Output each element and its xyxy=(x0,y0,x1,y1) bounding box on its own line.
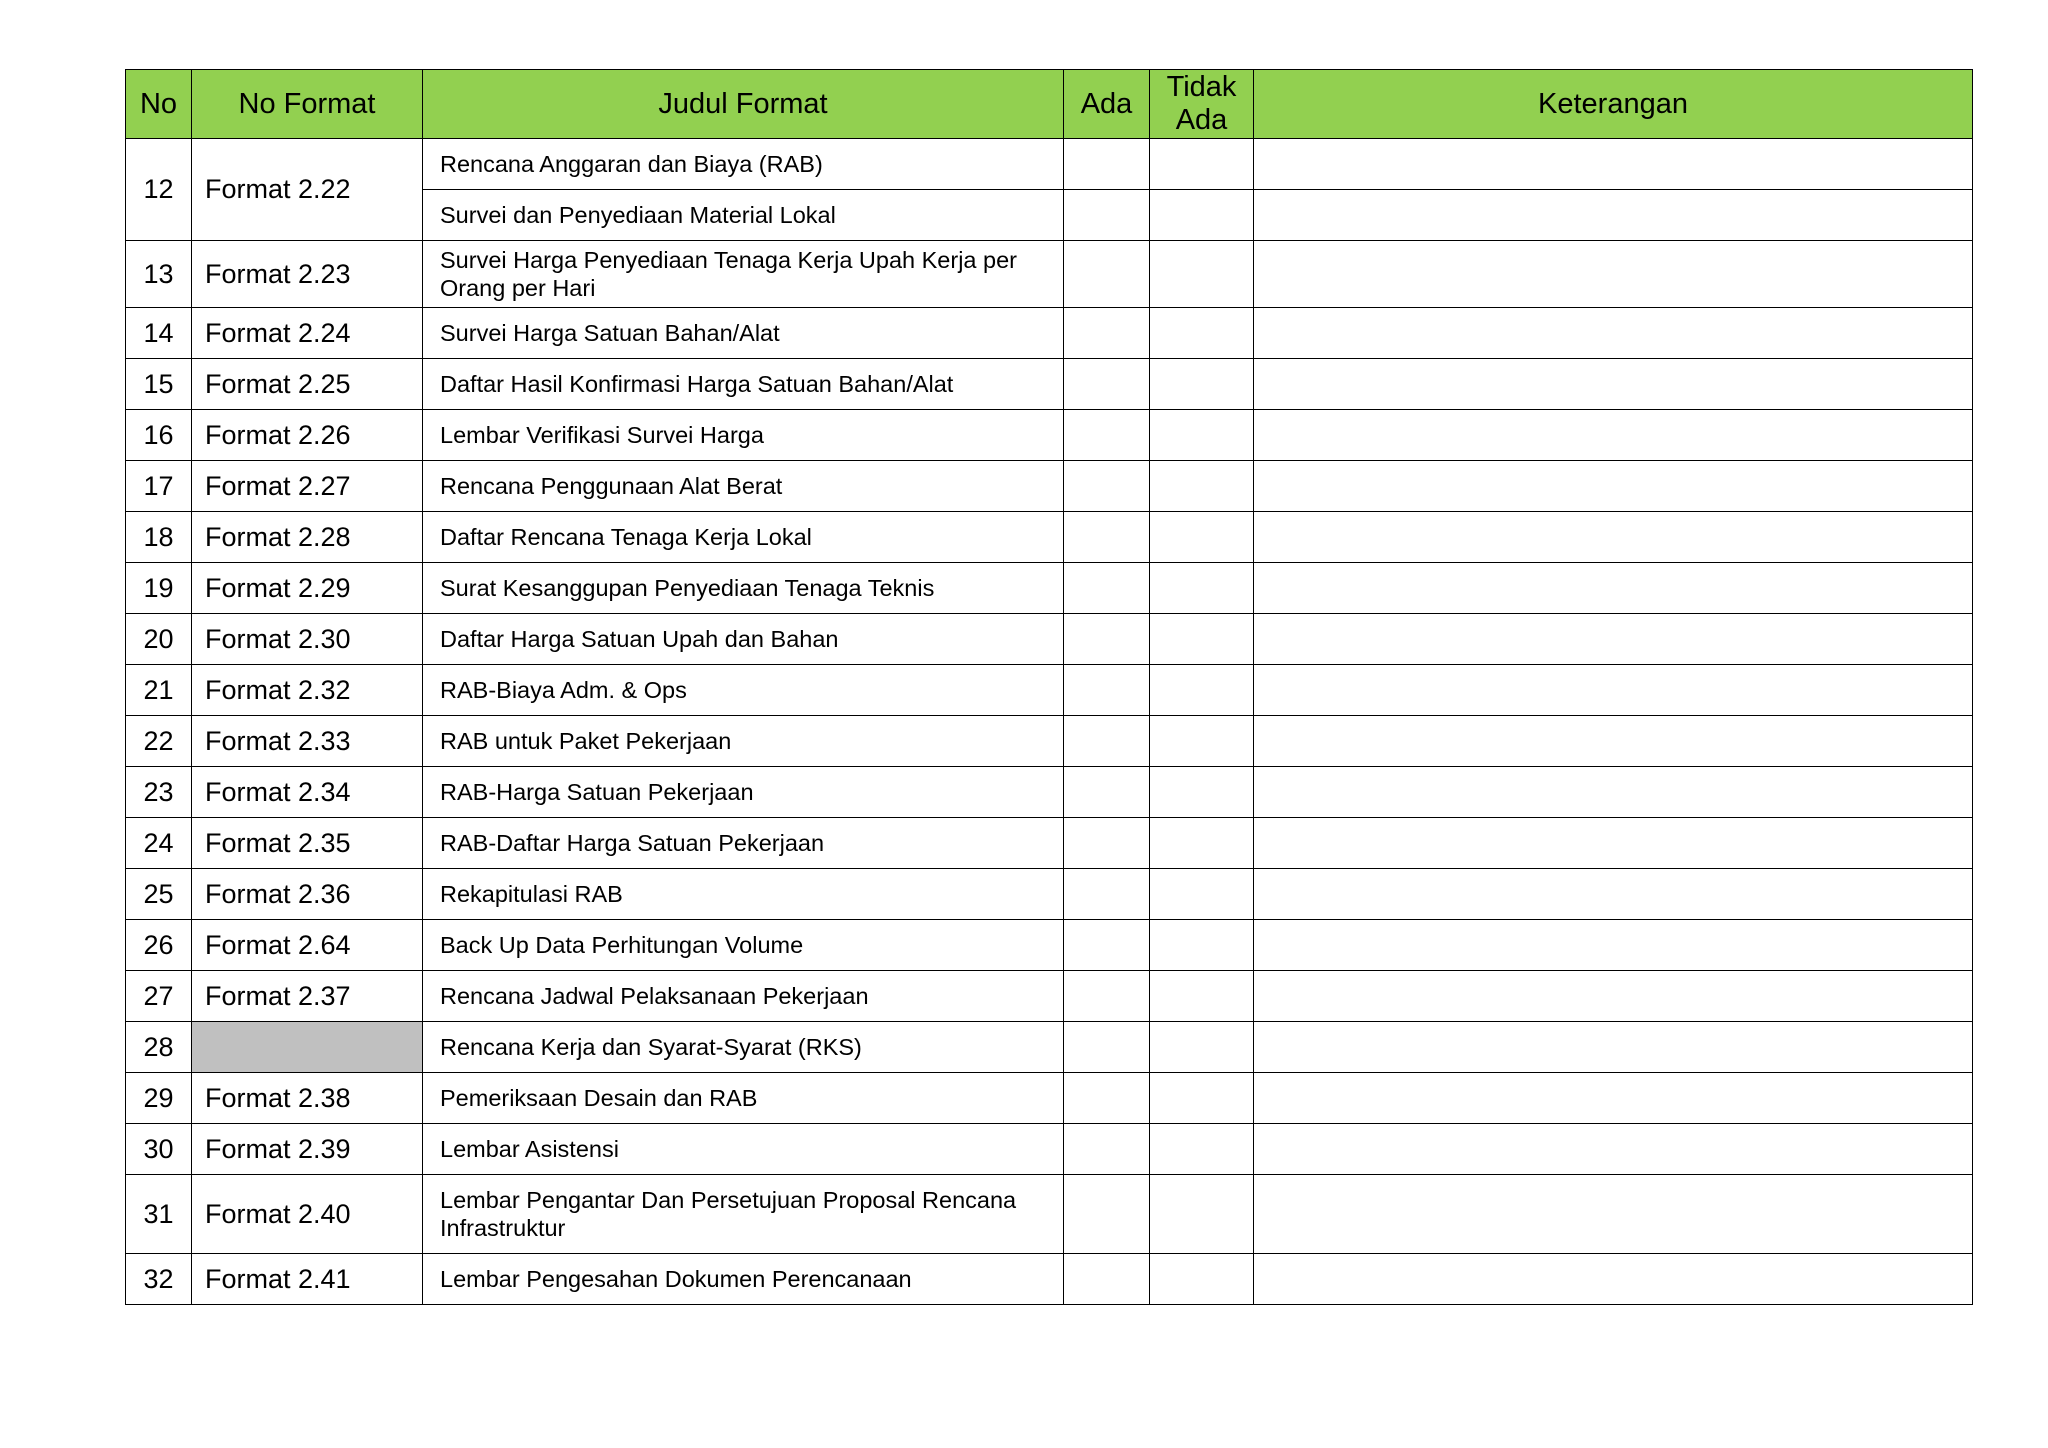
row-number-cell: 19 xyxy=(126,563,192,614)
keterangan-cell[interactable] xyxy=(1254,359,1973,410)
keterangan-cell[interactable] xyxy=(1254,818,1973,869)
keterangan-cell[interactable] xyxy=(1254,869,1973,920)
tidak-ada-check-cell[interactable] xyxy=(1150,920,1254,971)
header-row xyxy=(126,70,1973,139)
format-checklist-table xyxy=(125,69,1973,1305)
ada-check-cell[interactable] xyxy=(1064,1124,1150,1175)
row-number-cell: 18 xyxy=(126,512,192,563)
keterangan-cell[interactable] xyxy=(1254,512,1973,563)
row-number-cell: 26 xyxy=(126,920,192,971)
ada-check-cell[interactable] xyxy=(1064,308,1150,359)
header-no-format: No Format xyxy=(192,70,423,139)
table-row xyxy=(126,308,1973,359)
keterangan-cell[interactable] xyxy=(1254,665,1973,716)
table-row xyxy=(126,461,1973,512)
row-number-cell: 24 xyxy=(126,818,192,869)
table-row xyxy=(126,359,1973,410)
ada-check-cell[interactable] xyxy=(1064,767,1150,818)
header-keterangan: Keterangan xyxy=(1254,70,1973,139)
keterangan-cell[interactable] xyxy=(1254,971,1973,1022)
ada-check-cell[interactable] xyxy=(1064,190,1150,241)
format-number-cell: Format 2.26 xyxy=(192,410,423,461)
table-row xyxy=(126,767,1973,818)
ada-check-cell[interactable] xyxy=(1064,920,1150,971)
row-number-cell: 23 xyxy=(126,767,192,818)
ada-check-cell[interactable] xyxy=(1064,614,1150,665)
format-number-cell: Format 2.28 xyxy=(192,512,423,563)
tidak-ada-check-cell[interactable] xyxy=(1150,971,1254,1022)
format-title-cell: Back Up Data Perhitungan Volume xyxy=(423,920,1064,971)
row-number-cell: 17 xyxy=(126,461,192,512)
table-row xyxy=(126,818,1973,869)
keterangan-cell[interactable] xyxy=(1254,241,1973,308)
format-title-cell: Rencana Kerja dan Syarat-Syarat (RKS) xyxy=(423,1022,1064,1073)
format-title-cell: Survei Harga Penyediaan Tenaga Kerja Upah Kerja per Orang per Hari xyxy=(423,241,1064,308)
tidak-ada-check-cell[interactable] xyxy=(1150,767,1254,818)
keterangan-cell[interactable] xyxy=(1254,614,1973,665)
format-number-cell: Format 2.27 xyxy=(192,461,423,512)
tidak-ada-check-cell[interactable] xyxy=(1150,308,1254,359)
ada-check-cell[interactable] xyxy=(1064,241,1150,308)
keterangan-cell[interactable] xyxy=(1254,767,1973,818)
keterangan-cell[interactable] xyxy=(1254,461,1973,512)
tidak-ada-check-cell[interactable] xyxy=(1150,1022,1254,1073)
ada-check-cell[interactable] xyxy=(1064,1175,1150,1254)
format-number-cell: Format 2.38 xyxy=(192,1073,423,1124)
format-number-cell: Format 2.40 xyxy=(192,1175,423,1254)
ada-check-cell[interactable] xyxy=(1064,461,1150,512)
keterangan-cell[interactable] xyxy=(1254,410,1973,461)
ada-check-cell[interactable] xyxy=(1064,665,1150,716)
tidak-ada-check-cell[interactable] xyxy=(1150,512,1254,563)
format-number-cell: Format 2.33 xyxy=(192,716,423,767)
format-title-cell: Lembar Pengesahan Dokumen Perencanaan xyxy=(423,1254,1064,1305)
keterangan-cell[interactable] xyxy=(1254,1073,1973,1124)
tidak-ada-check-cell[interactable] xyxy=(1150,665,1254,716)
ada-check-cell[interactable] xyxy=(1064,818,1150,869)
format-title-cell: Rekapitulasi RAB xyxy=(423,869,1064,920)
table-row xyxy=(126,1254,1973,1305)
keterangan-cell[interactable] xyxy=(1254,1254,1973,1305)
format-title-cell: Daftar Hasil Konfirmasi Harga Satuan Bahan/Alat xyxy=(423,359,1064,410)
tidak-ada-check-cell[interactable] xyxy=(1150,563,1254,614)
ada-check-cell[interactable] xyxy=(1064,716,1150,767)
ada-check-cell[interactable] xyxy=(1064,139,1150,190)
row-number-cell: 14 xyxy=(126,308,192,359)
tidak-ada-check-cell[interactable] xyxy=(1150,869,1254,920)
format-number-cell xyxy=(192,1022,423,1073)
row-number-cell: 29 xyxy=(126,1073,192,1124)
tidak-ada-check-cell[interactable] xyxy=(1150,614,1254,665)
table-row xyxy=(126,1022,1973,1073)
ada-check-cell[interactable] xyxy=(1064,512,1150,563)
table-row xyxy=(126,1175,1973,1254)
tidak-ada-check-cell[interactable] xyxy=(1150,1073,1254,1124)
table-row xyxy=(126,716,1973,767)
keterangan-cell[interactable] xyxy=(1254,190,1973,241)
table-body xyxy=(126,139,1973,1305)
table-row xyxy=(126,614,1973,665)
format-number-cell: Format 2.64 xyxy=(192,920,423,971)
format-number-cell: Format 2.23 xyxy=(192,241,423,308)
table-row xyxy=(126,971,1973,1022)
row-number-cell: 27 xyxy=(126,971,192,1022)
keterangan-cell[interactable] xyxy=(1254,563,1973,614)
table-row xyxy=(126,410,1973,461)
table-row xyxy=(126,665,1973,716)
format-title-cell: Lembar Asistensi xyxy=(423,1124,1064,1175)
table-row xyxy=(126,241,1973,308)
ada-check-cell[interactable] xyxy=(1064,563,1150,614)
row-number-cell: 12 xyxy=(126,139,192,241)
format-number-cell: Format 2.30 xyxy=(192,614,423,665)
format-number-cell: Format 2.32 xyxy=(192,665,423,716)
tidak-ada-check-cell[interactable] xyxy=(1150,818,1254,869)
format-number-cell: Format 2.24 xyxy=(192,308,423,359)
format-number-cell: Format 2.29 xyxy=(192,563,423,614)
format-title-cell: RAB-Biaya Adm. & Ops xyxy=(423,665,1064,716)
keterangan-cell[interactable] xyxy=(1254,139,1973,190)
format-title-cell: RAB untuk Paket Pekerjaan xyxy=(423,716,1064,767)
format-number-cell: Format 2.35 xyxy=(192,818,423,869)
format-title-cell: Surat Kesanggupan Penyediaan Tenaga Teknis xyxy=(423,563,1064,614)
format-title-cell: Daftar Rencana Tenaga Kerja Lokal xyxy=(423,512,1064,563)
keterangan-cell[interactable] xyxy=(1254,1022,1973,1073)
format-number-cell: Format 2.25 xyxy=(192,359,423,410)
tidak-ada-check-cell[interactable] xyxy=(1150,359,1254,410)
header-no: No xyxy=(126,70,192,139)
tidak-ada-check-cell[interactable] xyxy=(1150,410,1254,461)
header-judul-format: Judul Format xyxy=(423,70,1064,139)
row-number-cell: 20 xyxy=(126,614,192,665)
format-number-cell: Format 2.39 xyxy=(192,1124,423,1175)
keterangan-cell[interactable] xyxy=(1254,1124,1973,1175)
row-number-cell: 32 xyxy=(126,1254,192,1305)
table-row xyxy=(126,1124,1973,1175)
format-title-cell: Survei Harga Satuan Bahan/Alat xyxy=(423,308,1064,359)
header-ada: Ada xyxy=(1064,70,1150,139)
ada-check-cell[interactable] xyxy=(1064,410,1150,461)
table-row xyxy=(126,869,1973,920)
tidak-ada-check-cell[interactable] xyxy=(1150,716,1254,767)
tidak-ada-check-cell[interactable] xyxy=(1150,190,1254,241)
format-number-cell: Format 2.36 xyxy=(192,869,423,920)
tidak-ada-check-cell[interactable] xyxy=(1150,461,1254,512)
row-number-cell: 30 xyxy=(126,1124,192,1175)
row-number-cell: 28 xyxy=(126,1022,192,1073)
format-number-cell: Format 2.22 xyxy=(192,139,423,241)
table-row xyxy=(126,1073,1973,1124)
row-number-cell: 25 xyxy=(126,869,192,920)
tidak-ada-check-cell[interactable] xyxy=(1150,241,1254,308)
row-number-cell: 13 xyxy=(126,241,192,308)
table-row xyxy=(126,920,1973,971)
row-number-cell: 31 xyxy=(126,1175,192,1254)
ada-check-cell[interactable] xyxy=(1064,869,1150,920)
keterangan-cell[interactable] xyxy=(1254,716,1973,767)
table-row xyxy=(126,139,1973,190)
tidak-ada-check-cell[interactable] xyxy=(1150,1175,1254,1254)
ada-check-cell[interactable] xyxy=(1064,1022,1150,1073)
row-number-cell: 21 xyxy=(126,665,192,716)
format-number-cell: Format 2.37 xyxy=(192,971,423,1022)
format-title-cell: Survei dan Penyediaan Material Lokal xyxy=(423,190,1064,241)
keterangan-cell[interactable] xyxy=(1254,1175,1973,1254)
format-title-cell: RAB-Daftar Harga Satuan Pekerjaan xyxy=(423,818,1064,869)
format-title-cell: Rencana Anggaran dan Biaya (RAB) xyxy=(423,139,1064,190)
ada-check-cell[interactable] xyxy=(1064,1073,1150,1124)
format-title-cell: Lembar Verifikasi Survei Harga xyxy=(423,410,1064,461)
tidak-ada-check-cell[interactable] xyxy=(1150,1254,1254,1305)
format-title-cell: Pemeriksaan Desain dan RAB xyxy=(423,1073,1064,1124)
row-number-cell: 22 xyxy=(126,716,192,767)
ada-check-cell[interactable] xyxy=(1064,971,1150,1022)
format-title-cell: Rencana Penggunaan Alat Berat xyxy=(423,461,1064,512)
ada-check-cell[interactable] xyxy=(1064,359,1150,410)
format-title-cell: Daftar Harga Satuan Upah dan Bahan xyxy=(423,614,1064,665)
keterangan-cell[interactable] xyxy=(1254,308,1973,359)
row-number-cell: 15 xyxy=(126,359,192,410)
format-title-cell: RAB-Harga Satuan Pekerjaan xyxy=(423,767,1064,818)
format-number-cell: Format 2.41 xyxy=(192,1254,423,1305)
format-title-cell: Lembar Pengantar Dan Persetujuan Proposal Rencana Infrastruktur xyxy=(423,1175,1064,1254)
tidak-ada-check-cell[interactable] xyxy=(1150,1124,1254,1175)
format-title-cell: Rencana Jadwal Pelaksanaan Pekerjaan xyxy=(423,971,1064,1022)
row-number-cell: 16 xyxy=(126,410,192,461)
ada-check-cell[interactable] xyxy=(1064,1254,1150,1305)
table-row xyxy=(126,563,1973,614)
keterangan-cell[interactable] xyxy=(1254,920,1973,971)
tidak-ada-check-cell[interactable] xyxy=(1150,139,1254,190)
table-row xyxy=(126,512,1973,563)
format-number-cell: Format 2.34 xyxy=(192,767,423,818)
header-tidak-ada: Tidak Ada xyxy=(1150,70,1254,139)
